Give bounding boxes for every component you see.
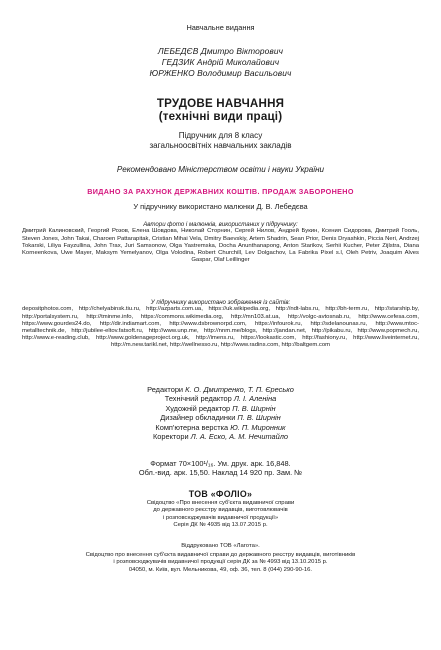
printer-line: і розповсюджувачів видавничої продукції серія ДК за № 4993 від 13.10.2015 р.	[113, 559, 328, 565]
credit-role: Дизайнер обкладинки	[160, 413, 236, 423]
printer-line: Свідоцтво про внесення суб'єкта видавничої справи до державного реєстру видавців, виготівників	[85, 551, 356, 558]
book-title	[16, 97, 425, 123]
book-title-main: ТРУДОВЕ НАВЧАННЯ	[156, 97, 285, 110]
image-sources-heading: У підручнику використано зображення із сайтів:	[150, 299, 291, 306]
credit-role: Технічний редактор	[164, 394, 232, 404]
certificate-line: Свідоцтво «Про внесення суб'єкта видавничої справи	[146, 500, 295, 506]
author-1: ЛЕБЕДЄВ Дмитро Вікторович	[157, 46, 284, 56]
editorial-credits	[16, 385, 425, 441]
credit-role: Комп'ютерна верстка	[155, 422, 229, 432]
publisher-certificate	[16, 500, 425, 530]
photo-authors-heading: Автори фото і малюнків, використаних у підручнику:	[143, 221, 298, 228]
printer-line: 04050, м. Київ, вул. Мельникова, 49, оф. 36, тел. 8 (044) 290-90-16.	[128, 566, 313, 573]
certificate-line: Серія ДК № 4935 від 13.07.2015 р.	[173, 522, 268, 529]
certificate-line: і розповсюджувачів видавничої продукції»	[162, 514, 279, 521]
publisher-block	[16, 489, 425, 530]
credit-names: Ю. П. Миронник	[230, 422, 286, 432]
credit-names: Л. А. Еско, А. М. Нечитайло	[190, 432, 289, 442]
author-2: ГЕДЗИК Андрій Миколайович	[161, 57, 280, 68]
credit-role: Редактори	[147, 385, 184, 394]
credit-names: К. О. Дмитренко, Т. П. Єресько	[185, 385, 294, 394]
ministry-recommendation: Рекомендовано Міністерством освіти і науки України	[116, 165, 325, 174]
printer-name: Віддруковано ТОВ «Лагота».	[181, 543, 260, 549]
credit-role: Коректори	[152, 432, 189, 442]
credit-role: Художній редактор	[165, 403, 231, 413]
credit-tech-editor	[16, 394, 425, 403]
credit-proofreaders	[16, 432, 425, 441]
credit-names: Л. І. Аленіна	[233, 394, 277, 404]
illustrations-note: У підручнику використано малюнки Д. В. Лебедєва	[133, 202, 308, 211]
textbook-line-2: загальноосвітніх навчальних закладів	[149, 141, 292, 151]
author-3: ЮРЖЕНКО Володимир Васильович	[149, 68, 292, 79]
credit-cover-designer	[16, 413, 425, 422]
format-line-2: Обл.-вид. арк. 15,50. Наклад 14 920 пр. Зам. №	[138, 468, 303, 478]
image-sources-list: depositphotos.com, http://chelyabinsk.tiu.ru, http://azparts.com.ua, https://uk.wikipedia.org, http://ndt-labs.ru, http://bh-term.ru, http://starship.by, http://portalsystem.ru, http://tminme.info, https://commons.wikimedia.org, http://mn103.at.ua, http://volgc-avtosnab.ru, http://www.cefesa.com, https://www.gourdes24.do, http://dir.indiamart.com, http://www.dsbrownorpd.com, https://infourok.ru, http://sdelanounas.ru, http://www.mtoc-metalltechnik.de, http://jubilee-eltov.fatsoft.ru, http://www.unp.me, http://nnm.me/blogs, http://jandan.net, http://pikabu.ru, http://www.popmech.ru, http://www.e-reading.club, http://www.goldenageproject.org.uk, http://imens.ru, https://lookastic.com, http://fashiony.ru, http://www.liveinternet.ru, http://m.new.tarikl.net, http://wellnesso.ru, http://www.radins.com, http://baltgem.com	[22, 306, 419, 349]
credit-names: П. В. Ширнін	[237, 413, 281, 423]
photo-authors-list: Дмитрий Калиновский, Георгий Розов, Елена Шовдова, Николай Сторнин, Сергей Нилов, Андрей Букин, Ксения Сидорова, Дмитрий Гооль, Steven Jones, John Takai, Charoen Pattarapitak, Cristian Mihai Vela, Dmitry Baevskiy, Artem Shadrin, Sean Prior, Denis Dryashkin, Piccia Neri, Andrzej Tokarski, Liliya Fayzullina, John Trax, Juri Samsonow, Olga Yastremska, Docha Anunthanapong, Anton Starikov, Serhii Kucher, Peter Zijlstra, Diana Korneenkova, Uwe Mayer, Maksym Yemelyanov, Olga Volodina, Robert Churchill, Lev Dolgachov, La Fabrika Pixel s.l, Oleh Petriv, Joaquim Alves Gaspar, Olaf Leillinger	[22, 228, 419, 264]
credit-names: П. В. Ширнін	[232, 403, 276, 413]
certificate-line: до державного реєстру видавців, виготовлювачів	[153, 507, 288, 514]
format-line-1: Формат 70×100¹/₁₆. Ум. друк. арк. 16,848.	[150, 459, 291, 468]
credit-editors	[16, 385, 425, 394]
credit-art-editor	[16, 404, 425, 413]
state-funding-notice: ВИДАНО ЗА РАХУНОК ДЕРЖАВНИХ КОШТІВ. ПРОДАЖ ЗАБОРОНЕНО	[87, 187, 354, 196]
image-sources-section	[22, 299, 419, 350]
photo-authors-section	[22, 221, 419, 264]
textbook-line-1: Підручник для 8 класу	[178, 131, 263, 140]
print-format-info	[16, 459, 425, 478]
edition-type: Навчальне видання	[186, 23, 255, 32]
publisher-name: ТОВ «ФОЛІО»	[188, 489, 253, 499]
credit-layout	[16, 423, 425, 432]
textbook-description	[16, 131, 425, 152]
book-title-sub: (технічні види праці)	[158, 110, 283, 123]
printer-block	[16, 543, 425, 574]
authors-list	[16, 46, 425, 80]
